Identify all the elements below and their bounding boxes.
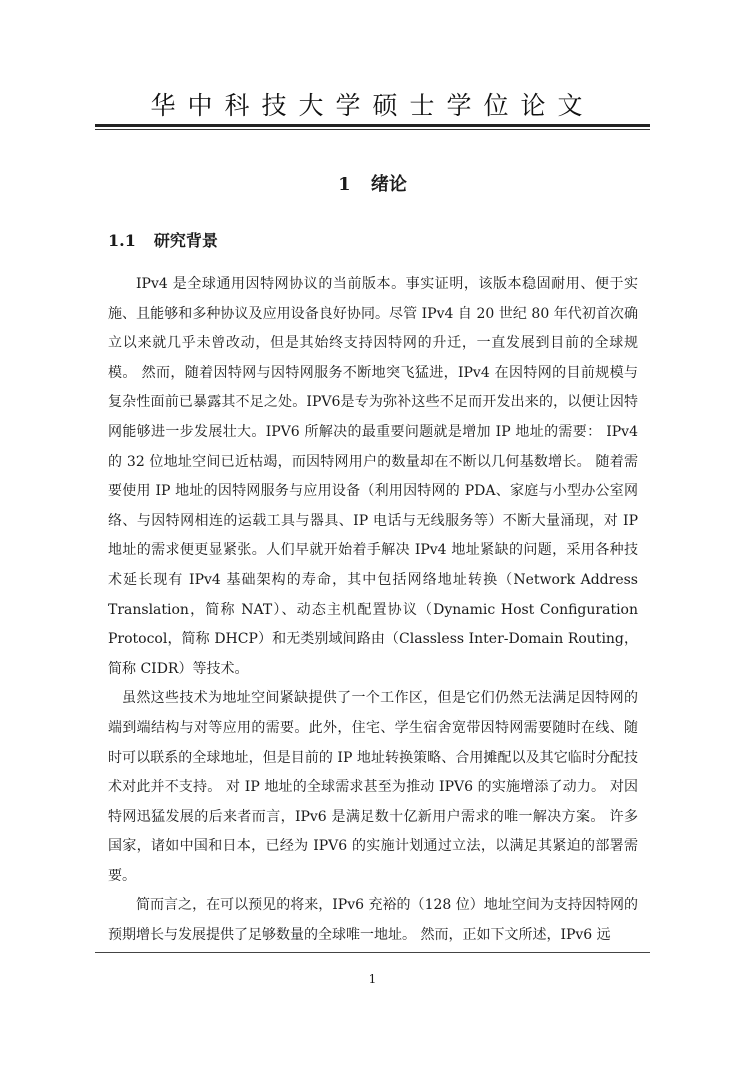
paragraph: 虽然这些技术为地址空间紧缺提供了一个工作区，但是它们仍然无法满足因特网的端到端结构与对等应用的需要。此外，住宅、学生宿舍宽带因特网需要随时在线、随时可以联系的全球地址，但是目前的 IP 地址转换策略、合用摊配以及其它临时分配技术对此并不支持。 对 IP 地址的全球需求甚至为推动 IPV6 的实施增添了动力。 对因特网迅猛发展的后来者而言，IPv6 是满足数十亿新用户需求的唯一解决方案。 许多国家，诸如中国和日本，已经为 IPV6 的实施计划通过立法，以满足其紧迫的部署需要。 — [108, 690, 638, 884]
section-title: 研究背景 — [153, 231, 218, 250]
footer-rule — [95, 952, 650, 953]
body-text — [108, 270, 638, 951]
section-heading — [108, 228, 218, 251]
page-number: 1 — [368, 972, 377, 986]
paragraph: IPv4 是全球通用因特网协议的当前版本。事实证明，该版本稳固耐用、便于实施、且能够和多种协议及应用设备良好协同。尽管 IPv4 自 20 世纪 80 年代初首次确立以来就几乎未曾改动，但是其始终支持因特网的升迁，一直发展到目前的全球规模。 然而，随着因特网与因特网服务不断地突飞猛进，IPv4 在因特网的目前规模与复杂性面前已暴露其不足之处。IPV6是专为弥补这些不足而开发出来的，以便让因特网能够进一步发展壮大。IPV6 所解决的最重要问题就是增加 IP 地址的需要： IPv4 的 32 位地址空间已近枯竭，而因特网用户的数量却在不断以几何基数增长。 随着需要使用 IP 地址的因特网服务与应用设备（利用因特网的 PDA、家庭与小型办公室网络、与因特网相连的运载工具与器具、IP 电话与无线服务等）不断大量涌现，对 IP 地址的需求便更显紧张。人们早就开始着手解决 IPv4 地址紧缺的问题，采用各种技术延长现有 IPv4 基础架构的寿命，其中包括网络地址转换（Network Address Translation，简称 NAT）、动态主机配置协议（Dynamic Host Configuration Protocol，简称 DHCP）和无类别域间路由（Classless Inter-Domain Routing，简称 CIDR）等技术。 — [108, 276, 638, 677]
header-rule-thin — [95, 129, 650, 130]
paragraph: 简而言之，在可以预见的将来，IPv6 充裕的（128 位）地址空间为支持因特网的预期增长与发展提供了足够数量的全球唯一地址。 然而，正如下文所述，IPv6 远 — [108, 897, 638, 944]
section-number: 1.1 — [108, 231, 136, 250]
header-rule-thick — [95, 124, 650, 127]
chapter-title: 1 绪论 — [338, 174, 407, 195]
running-header-title: 华中科技大学硕士学位论文 — [150, 91, 595, 120]
